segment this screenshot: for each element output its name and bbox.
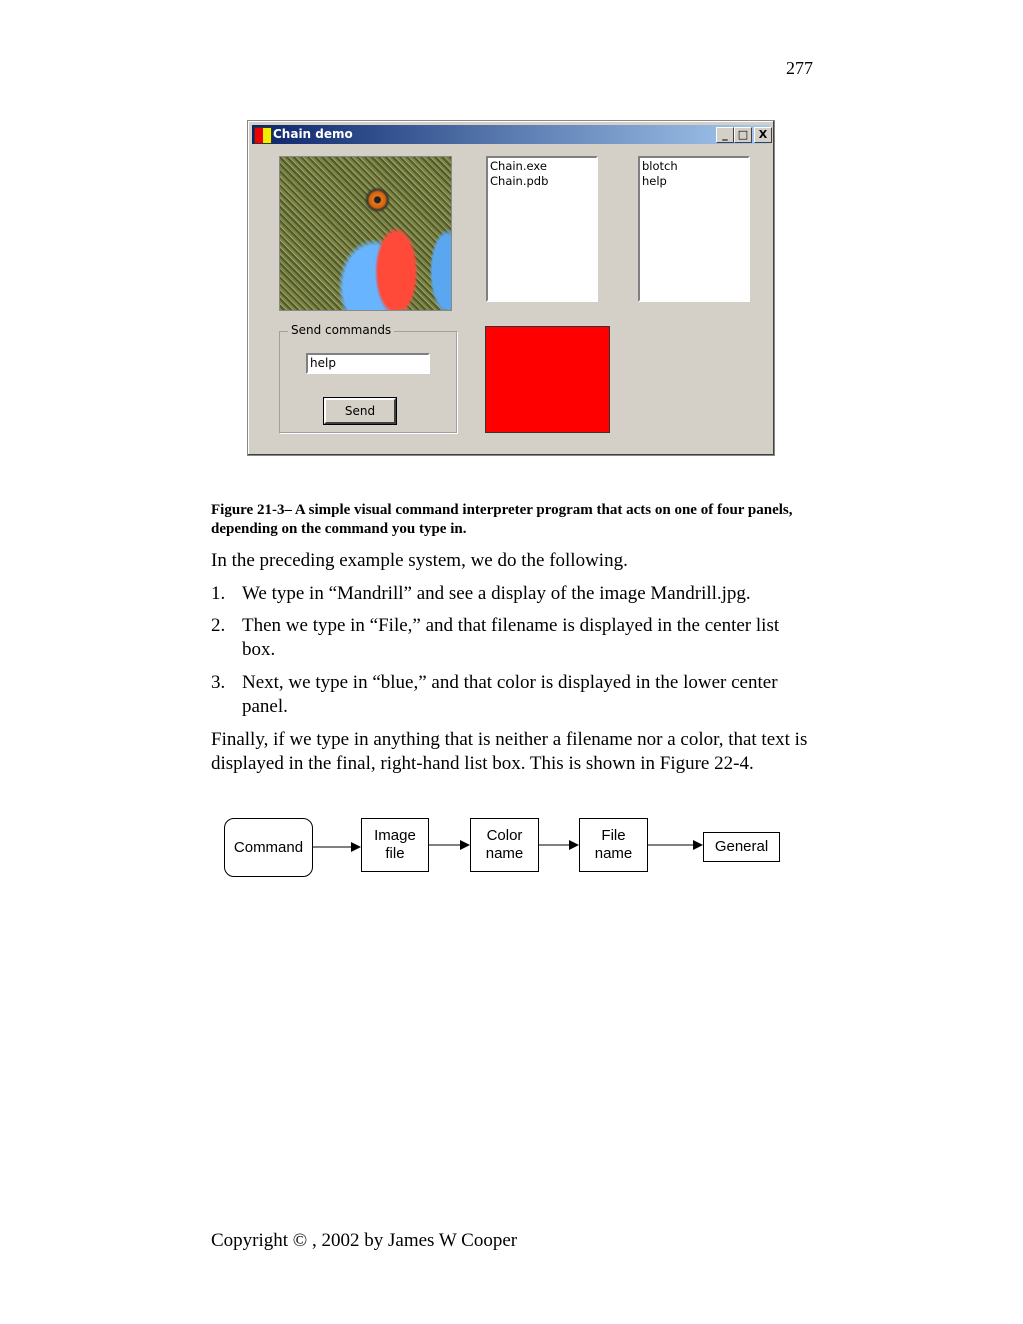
closing-paragraph: Finally, if we type in anything that is neither a filename nor a color, that text is displayed in the final, right-hand list box. This is shown in Figure 22-4. [211,729,808,774]
minimize-button[interactable]: _ [716,127,734,143]
node-general: General [703,832,780,862]
maximize-button[interactable]: □ [734,127,752,143]
send-button[interactable]: Send [324,398,396,424]
item-text: We type in “Mandrill” and see a display of the image Mandrill.jpg. [242,583,751,604]
close-button[interactable]: X [754,127,772,143]
item-text: Then we type in “File,” and that filename is displayed in the center list box. [242,615,780,660]
page-number: 277 [786,58,813,78]
item-number: 3. [211,672,226,693]
intro-paragraph: In the preceding example system, we do the following. [211,550,628,571]
item-text: Next, we type in “blue,” and that color is displayed in the lower center panel. [242,672,778,717]
list-item[interactable]: blotch [642,159,678,173]
node-command: Command [224,818,313,877]
copyright-footer: Copyright © , 2002 by James W Cooper [211,1230,518,1251]
list-item[interactable]: Chain.exe [490,159,547,173]
list-item[interactable]: Chain.pdb [490,174,549,188]
list-item[interactable]: help [642,174,667,188]
window-title: Chain demo [273,127,353,141]
item-number: 2. [211,615,226,636]
group-label: Send commands [288,323,394,337]
node-color-name: Color name [470,818,539,872]
item-number: 1. [211,583,226,604]
node-image-file: Image file [361,818,429,872]
node-file-name: File name [579,818,648,872]
command-input[interactable]: help [306,353,430,374]
figure-caption: Figure 21-3– A simple visual command interpreter program that acts on one of four panels, depending on the command you type in. [211,502,793,537]
